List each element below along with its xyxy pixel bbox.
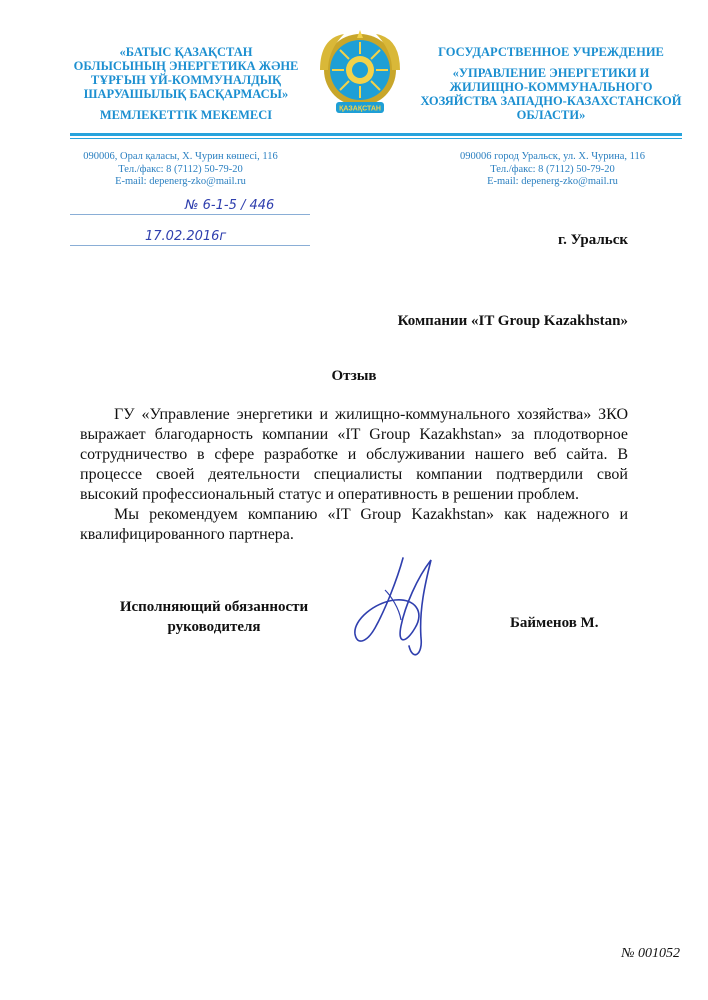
handwritten-signature: [345, 550, 455, 670]
header-left-org-type: МЕМЛЕКЕТТІК МЕКЕМЕСІ: [99, 108, 273, 122]
svg-text:ҚАЗАҚСТАН: ҚАЗАҚСТАН: [339, 105, 381, 113]
contact-address: 090006, Орал қаласы, Х. Чурин көшесі, 116: [83, 151, 278, 162]
registration-number: № 6-1-5 / 446: [185, 198, 275, 213]
signatory-name: Байменов М.: [510, 615, 599, 631]
document-title: Отзыв: [331, 368, 377, 384]
header-right-line: ОБЛАСТИ»: [516, 108, 586, 122]
header-divider-thick: [70, 133, 682, 136]
header-right-line: ХОЗЯЙСТВА ЗАПАДНО-КАЗАХСТАНСКОЙ: [420, 94, 682, 108]
contacts-left: [68, 151, 293, 189]
addressee: Компании «IT Group Kazakhstan»: [397, 313, 628, 329]
body-paragraph: Мы рекомендуем компанию «IT Group Kazakhstan» как надежного и квалифицированного партнера.: [80, 506, 628, 543]
header-left-line: ОБЛЫСЫНЫҢ ЭНЕРГЕТИКА ЖӘНЕ: [73, 59, 299, 73]
contact-phone: Тел./факс: 8 (7112) 50-79-20: [118, 163, 243, 175]
header-russian-org-name: [420, 45, 682, 122]
header-left-line: ТҰРҒЫН ҮЙ-КОММУНАЛДЫҚ: [90, 73, 282, 87]
header-right-line: ЖИЛИЩНО-КОММУНАЛЬНОГО: [449, 80, 653, 94]
signatory-role: [104, 597, 324, 637]
registration-date: 17.02.2016г: [145, 229, 227, 244]
header-left-line: ШАРУАШЫЛЫҚ БАСҚАРМАСЫ»: [83, 87, 289, 101]
header-left-line: «БАТЫС ҚАЗАҚСТАН: [119, 45, 253, 59]
signatory-role-line: Исполняющий обязанности: [119, 599, 309, 615]
header-divider-thin: [70, 138, 682, 139]
contact-address: 090006 город Уральск, ул. Х. Чурина, 116: [459, 151, 646, 162]
city: г. Уральск: [557, 232, 628, 248]
contacts-right: [440, 151, 665, 189]
registration-number-line: [70, 214, 310, 215]
signatory-role-line: руководителя: [167, 619, 261, 635]
letter-body: [80, 405, 628, 545]
form-serial-number: № 001052: [621, 946, 680, 961]
kazakhstan-emblem-icon: [314, 30, 406, 116]
header-right-line: «УПРАВЛЕНИЕ ЭНЕРГЕТИКИ И: [452, 66, 650, 80]
header-kazakh-org-name: [62, 45, 310, 122]
registration-date-line: [70, 245, 310, 246]
contact-email: E-mail: depenerg-zko@mail.ru: [487, 176, 618, 187]
contact-email: E-mail: depenerg-zko@mail.ru: [115, 176, 246, 187]
body-paragraph: ГУ «Управление энергетики и жилищно-коммунального хозяйства» ЗКО выражает благодарность компании «IT Group Kazakhstan» за плодотворное сотрудничество в сфере разработке и обслуживании нашего веб сайта. В процессе своей деятельности специалисты компании подтвердили свой высокий профессиональный статус и оперативность в решении проблем.: [80, 406, 628, 503]
contact-phone: Тел./факс: 8 (7112) 50-79-20: [490, 163, 615, 175]
header-right-org-type: ГОСУДАРСТВЕННОЕ УЧРЕЖДЕНИЕ: [438, 45, 664, 59]
